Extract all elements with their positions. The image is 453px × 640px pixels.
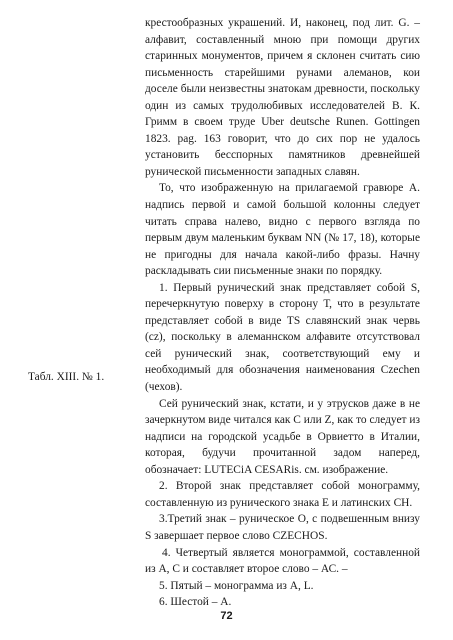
paragraph: крестообразных украшений. И, наконец, под лит. G. – алфавит, составленный мною при помощи других старинных монументов, причем я склонен считать сию письменность старейшими рунами алеманов, кои доселе были неизвестны знатокам древности, поскольку один из самых трудолюбивых исследователей В. К. Гримм в своем труде Uber deutsche Runen. Gottingen 1823. pag. 163 говорит, что до сих пор не удалось установить бесспорных памятников древнейшей рунической письменности западных славян.: [145, 17, 420, 178]
paragraph: 1. Первый рунический знак представляет собой S, перечеркнутую поверху в сторону Т, что в результате представляет собой в виде TS славянский знак червь (cz), поскольку в алеманнском алфавите отсутствовал сей рунический знак, соответствующий ему и необходимый для обозначения наименования Czechen (чехов).: [145, 281, 420, 394]
paragraph: То, что изображенную на прилагаемой гравюре А. надпись первой и самой большой колонны следует читать справа налево, видно с первого взгляда по первым двум маленьким буквам NN (№ 17, 18), которые не пригодны для начала какой-либо фразы. Начну раскладывать сии письменные знаки по порядку.: [145, 182, 420, 278]
body-text: [145, 15, 420, 611]
paragraph: Сей рунический знак, кстати, и у этрусков даже в не зачеркнутом виде читался как С или Z, как то следует из надписи на городской усадьбе в Орвиетто в Италии, которая, будучи прочитанной задом наперед, обозначает: LUTECiA CESARis. см. изображение.: [145, 397, 420, 476]
paragraph: 5. Пятый – монограмма из А, L.: [159, 579, 314, 592]
paragraph: 2. Второй знак представляет собой монограмму, составленную из рунического знака Е и латинских СН.: [145, 480, 420, 509]
paragraph: 4. Четвертый является монограммой, составленной из А, С и составляет второе слово – АС. –: [145, 546, 420, 576]
page-number: 72: [220, 610, 233, 622]
paragraph: 3.Третий знак – руническое О, с подвешенным внизу S завершает первое слово CZECHOS.: [145, 513, 420, 542]
paragraph: 6. Шестой – А.: [159, 596, 232, 609]
margin-note: Табл. XIII. № 1.: [28, 371, 105, 383]
